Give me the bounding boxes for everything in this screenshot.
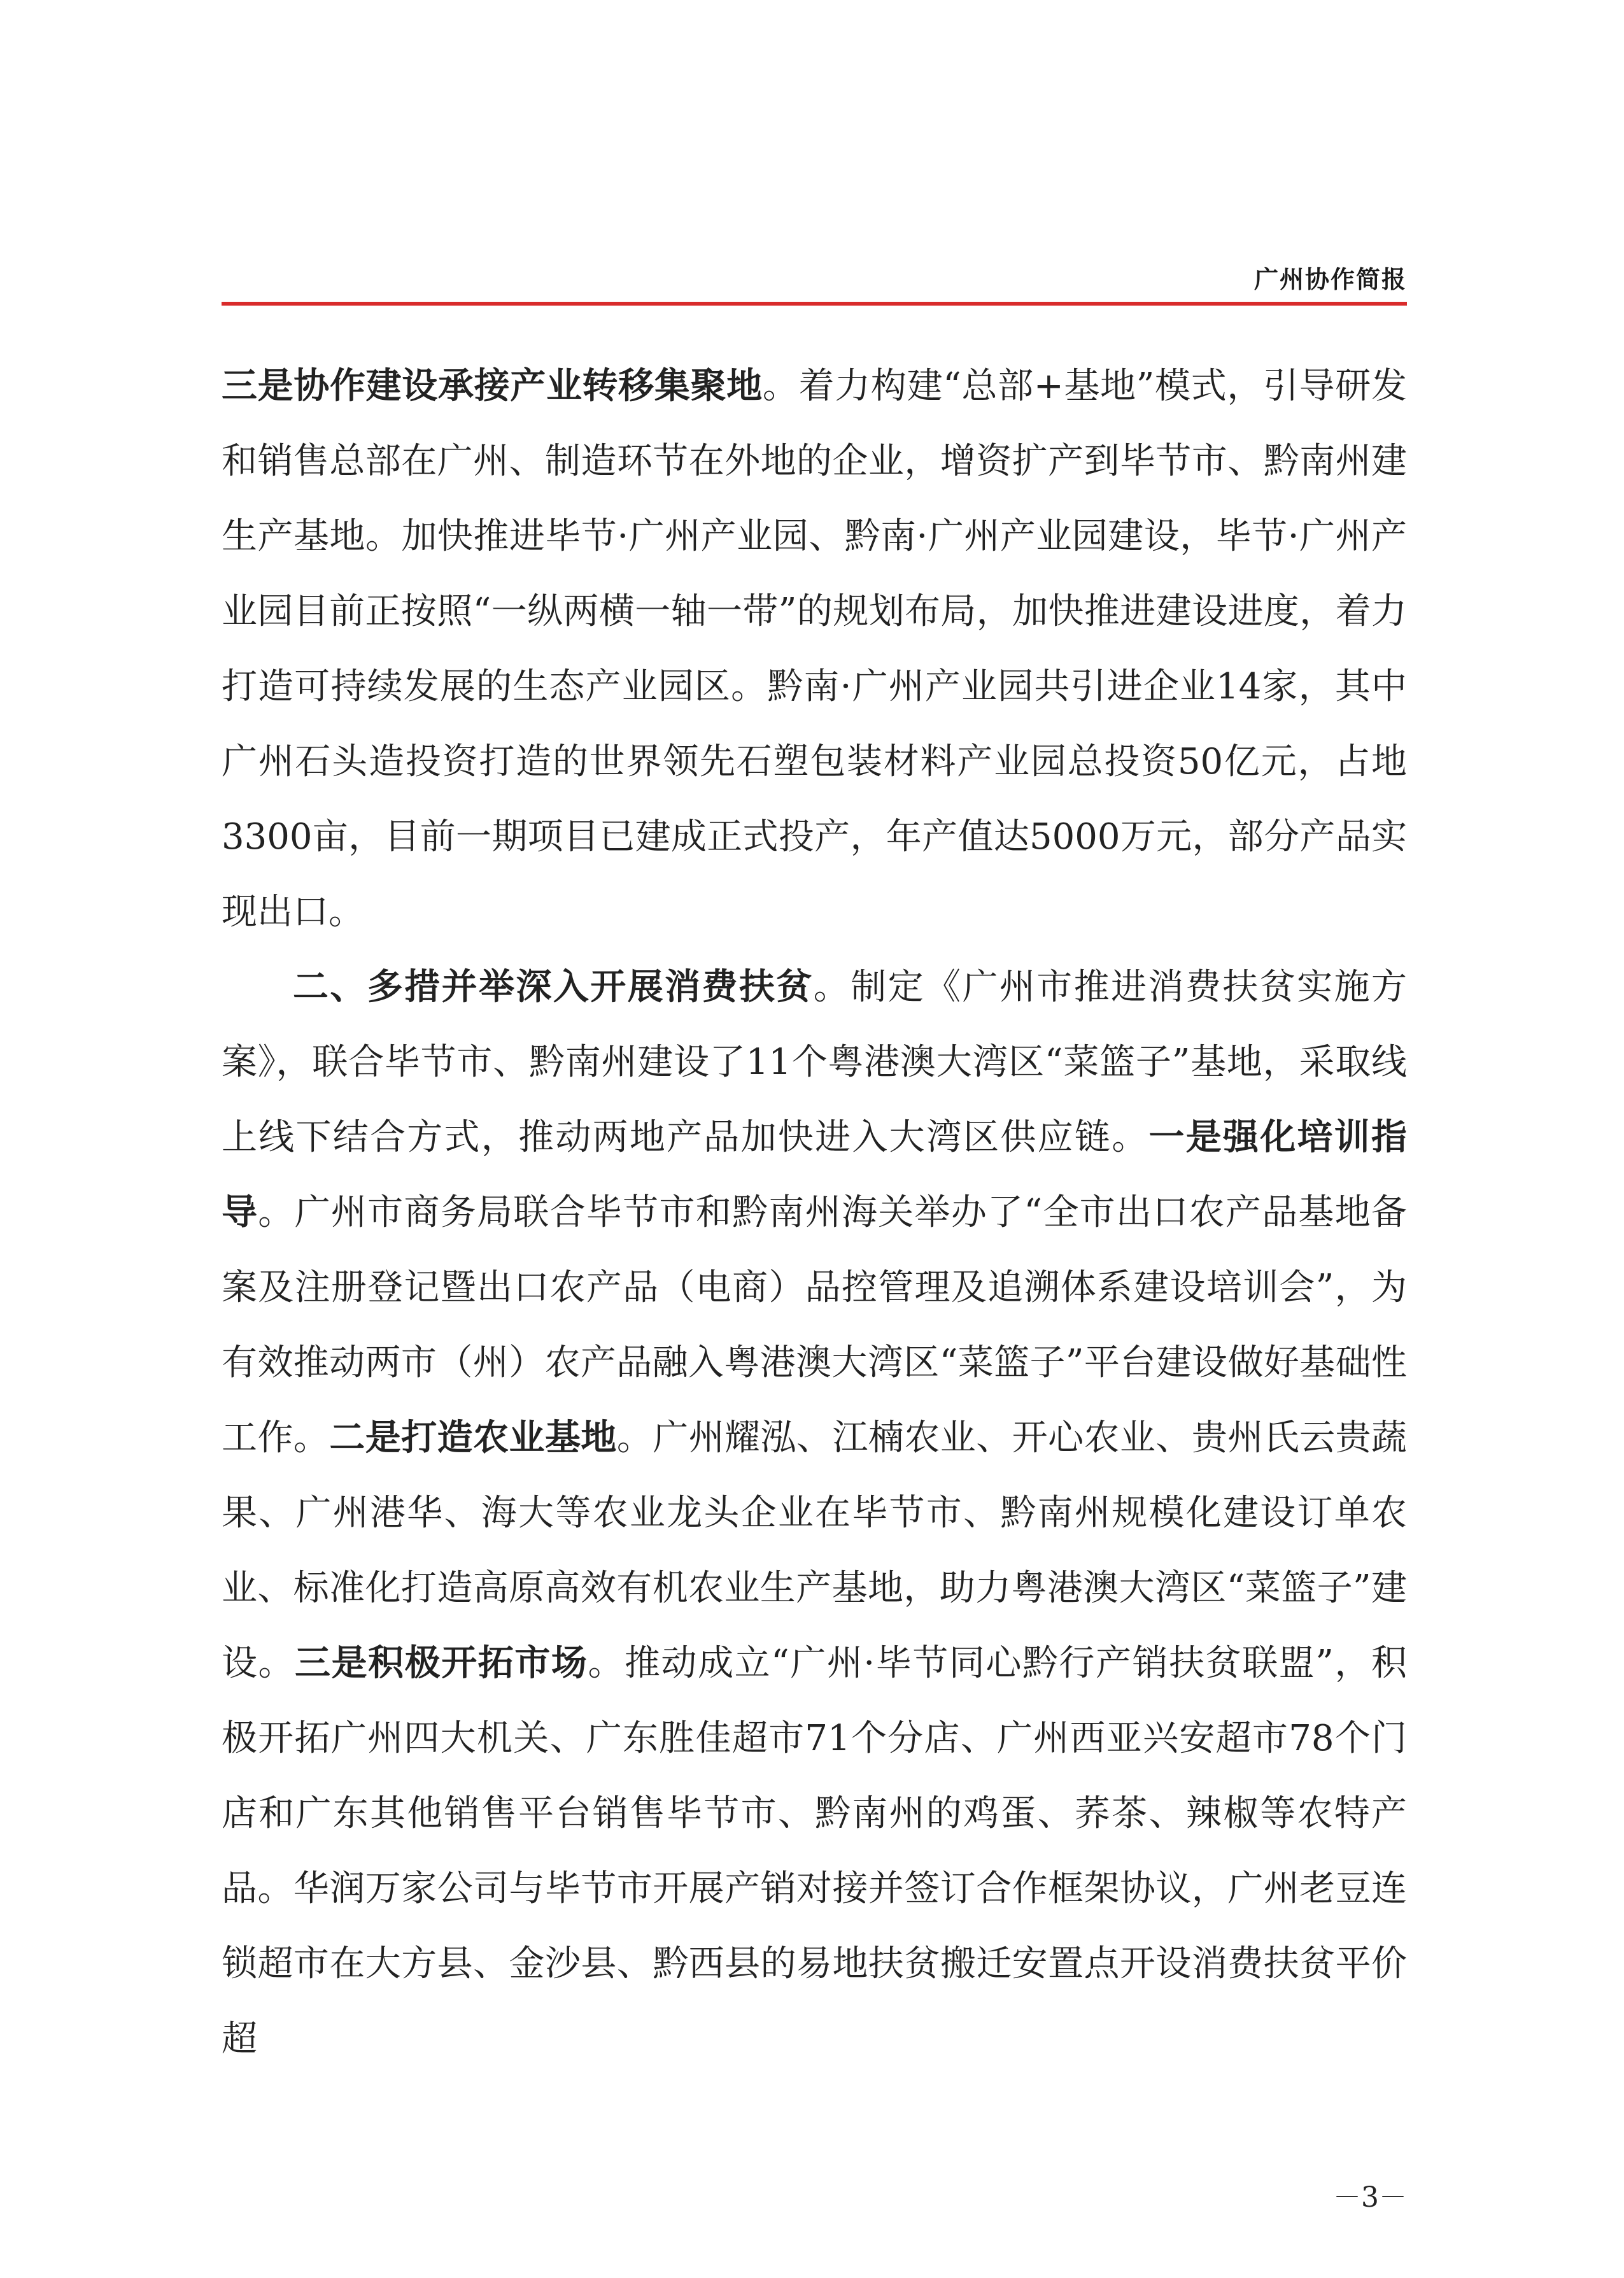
bulletin-title: 广州协作简报	[1253, 265, 1407, 294]
paragraph-consumption-poverty-alleviation	[222, 950, 1407, 2077]
paragraph-text: 。广州耀泓、江楠农业、开心农业、贵州氏云贵蔬果、广州港华、海大等农业龙头企业在毕节市、黔南州规模化建设订单农业、标准化打造高原高效有机农业生产基地，助力粤港澳大湾区“菜篮子”建设。	[222, 1417, 1407, 1684]
point-lead-bold: 一是强化培训指导	[222, 1117, 1408, 1233]
section-heading: 二、多措并举深入开展消费扶贫	[293, 966, 814, 1008]
point-lead-bold: 二是打造农业基地	[329, 1417, 617, 1459]
header-divider	[222, 302, 1407, 306]
paragraph-lead-bold: 三是协作建设承接产业转移集聚地	[222, 365, 763, 407]
paragraph-text: 。制定《广州市推进消费扶贫实施方案》，联合毕节市、黔南州建设了11个粤港澳大湾区“菜篮子”基地，采取线上线下结合方式，推动两地产品加快进入大湾区供应链。	[222, 966, 1408, 1158]
page-number: －3－	[1333, 2181, 1407, 2214]
paragraph-text: 。推动成立“广州·毕节同心黔行产销扶贫联盟”，积极开拓广州四大机关、广东胜佳超市71个分店、广州西亚兴安超市78个门店和广东其他销售平台销售毕节市、黔南州的鸡蛋、荞茶、辣椒等农特产品。华润万家公司与毕节市开展产销对接并签订合作框架协议，广州老豆连锁超市在大方县、金沙县、黔西县的易地扶贫搬迁安置点开设消费扶贫平价超	[222, 1643, 1408, 2060]
paragraph-industrial-transfer	[222, 349, 1407, 950]
point-lead-bold: 三是积极开拓市场	[295, 1643, 588, 1684]
paragraph-text: 。着力构建“总部+基地”模式，引导研发和销售总部在广州、制造环节在外地的企业，增资扩产到毕节市、黔南州建生产基地。加快推进毕节·广州产业园、黔南·广州产业园建设，毕节·广州产业园目前正按照“一纵两横一轴一带”的规划布局，加快推进建设进度，着力打造可持续发展的生态产业园区。黔南·广州产业园共引进企业14家，其中广州石头造投资打造的世界领先石塑包装材料产业园总投资50亿元，占地3300亩，目前一期项目已建成正式投产，年产值达5000万元，部分产品实现出口。	[222, 365, 1407, 933]
paragraph-text: 。广州市商务局联合毕节市和黔南州海关举办了“全市出口农产品基地备案及注册登记暨出口农产品（电商）品控管理及追溯体系建设培训会”，为有效推动两市（州）农产品融入粤港澳大湾区“菜篮子”平台建设做好基础性工作。	[222, 1192, 1407, 1459]
document-body	[222, 349, 1407, 2077]
